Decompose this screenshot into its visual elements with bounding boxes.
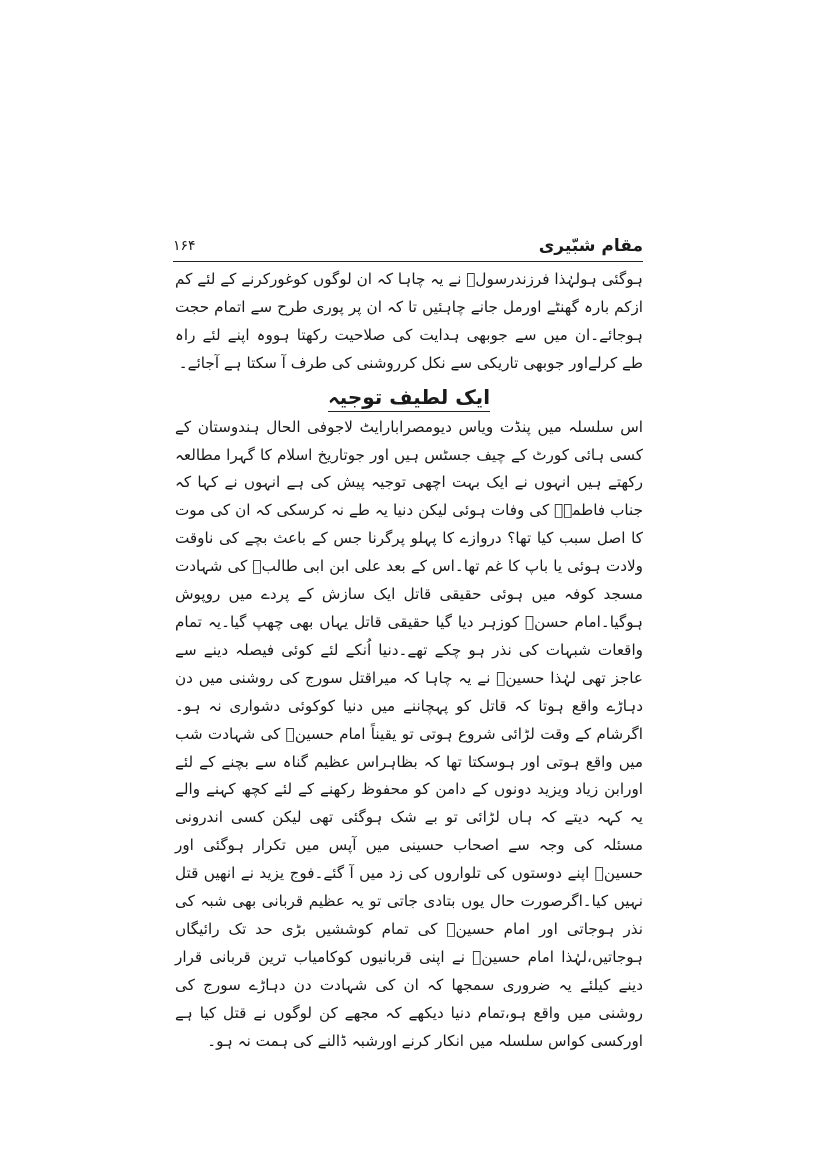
main-paragraph: اس سلسلہ میں پنڈت ویاس دیومصرابارایٹ لاجوفی الحال ہندوستان کے کسی ہائی کورٹ کے چیف جسٹس ہیں اور جوتاریخ اسلام کا گہرا مطالعہ رکھتے ہیں انہوں نے ایک بہت اچھی توجیہ پیش کی ہے انہوں نے کہا کہ جناب فاطمہؑ کی وفات ہوئی لیکن دنیا یہ طے نہ کرسکی کہ ان کی موت کا اصل سبب کیا تھا؟ دروازے کا پہلو پرگرنا جس کے باعث بچے کی ناوقت ولادت ہوئی یا باپ کا غم تھا۔اس کے بعد علی ابن ابی طالبؑ کی شہادت مسجد کوفہ میں ہوئی حقیقی قاتل ایک سازش کے پردے میں روپوش ہوگیا۔امام حسنؑ کوزہر دیا گیا حقیقی قاتل یہاں بھی چھپ گیا۔یہ تمام واقعات شبہات کی نذر ہو چکے تھے۔دنیا اُنکے لئے کوئی فیصلہ دینے سے عاجز تھی لہٰذا حسینؑ نے یہ چاہا کہ میراقتل سورج کی روشنی میں دن دہاڑے واقع ہوتا کہ قاتل کو پہچاننے میں دنیا کوکوئی دشواری نہ ہو۔اگرشام کے وقت لڑائی شروع ہوتی تو یقیناً امام حسینؑ کی شہادت شب میں واقع ہوتی اور ہوسکتا تھا کہ بظاہراس عظیم گناہ سے بچنے کے لئے اورابن زیاد ویزید دونوں کے دامن کو محفوظ رکھنے کے لئے کچھ کہنے والے یہ کہہ دیتے کہ ہاں لڑائی تو بے شک ہوگئی تھی لیکن کسی اندرونی مسئلہ کی وجہ سے اصحاب حسینی میں آپس میں تکرار ہوگئی اور حسینؑ اپنے دوستوں کی تلواروں کی زد میں آ گئے۔فوج یزید نے انھیں قتل نہیں کیا۔اگرصورت حال یوں بتادی جاتی تو یہ عظیم قربانی بھی شبہ کی نذر ہوجاتی اور امام حسینؑ کی تمام کوششیں بڑی حد تک رائیگاں ہوجاتیں،لہٰذا امام حسینؑ نے اپنی قربانیوں کوکامیاب ترین قربانی قرار دینے کیلئے یہ ضروری سمجھا کہ ان کی شہادت دن دہاڑے سورج کی روشنی میں واقع ہو،تمام دنیا دیکھے کہ مجھے کن لوگوں نے قتل کیا ہے اورکسی کواس سلسلہ میں انکار کرنے اورشبہ ڈالنے کی ہمت نہ ہو۔ — [175, 417, 643, 1050]
book-title: مقام شبّیری — [538, 236, 643, 256]
section-heading-text: ایک لطیف توجیہ — [328, 385, 490, 412]
page-number: ۱۶۴ — [173, 238, 196, 254]
opening-paragraph: ہوگئی ہولہٰذا فرزندرسولؐ نے یہ چاہا کہ ان لوگوں کوغورکرنے کے لئے کم ازکم بارہ گھنٹے اورمل جانے چاہئیں تا کہ ان پر پوری طرح سے اتمام حجت ہوجائے۔ان میں سے جوبھی ہدایت کی صلاحیت رکھتا ہووہ اپنے لئے راہ طے کرلےاور جوبھی تاریکی سے نکل کرروشنی کی طرف آ سکتا ہے آجائے۔ — [175, 270, 643, 372]
section-heading — [175, 378, 643, 414]
running-header — [173, 236, 643, 262]
page-body — [175, 266, 643, 1055]
header-divider — [173, 261, 643, 262]
